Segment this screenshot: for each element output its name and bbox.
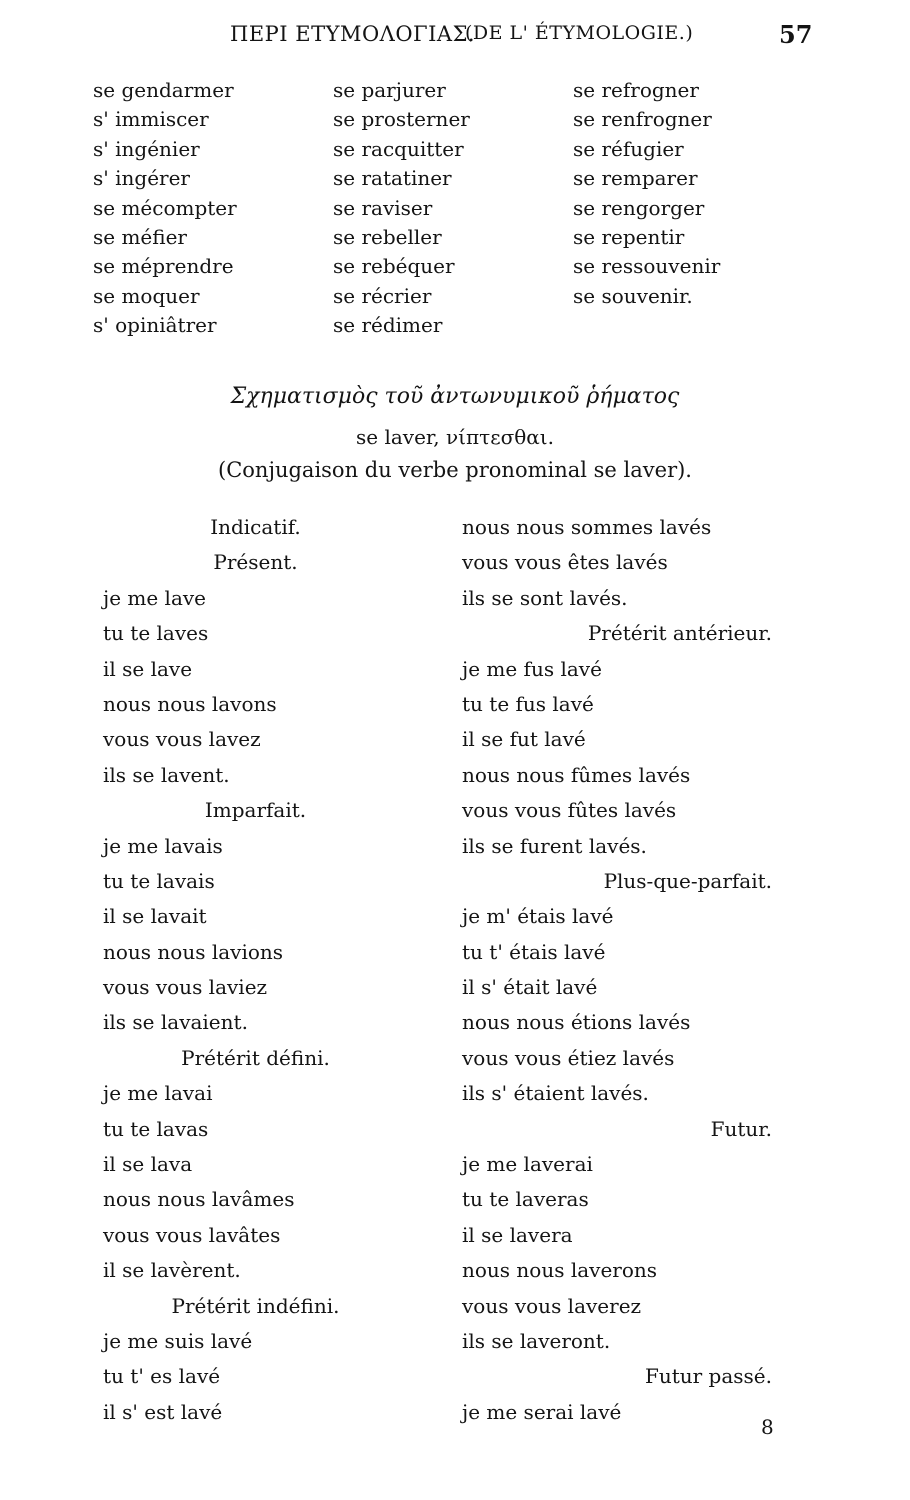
conjugation-line: il se lavèrent. <box>103 1258 241 1283</box>
conjugation-line: tu te lavais <box>103 868 215 893</box>
verb-entry: se souvenir. <box>573 283 693 308</box>
verb-entry: se renfrogner <box>573 107 712 132</box>
verb-entry: se rebéquer <box>333 254 455 279</box>
conjugation-line: nous nous lavions <box>103 939 284 964</box>
tense-heading: Présent. <box>213 550 298 575</box>
verb-entry: s' ingérer <box>93 166 190 191</box>
header-title: ΠΕΡΙ ΕΤΥΜΟΛΟΓΙΑΣ. <box>230 22 476 46</box>
running-header <box>0 22 910 56</box>
verb-entry: se récrier <box>333 283 432 308</box>
tense-heading: Prétérit antérieur. <box>587 621 772 646</box>
verb-entry: s' ingénier <box>93 136 200 161</box>
conjugation-line: vous vous fûtes lavés <box>462 798 677 823</box>
verb-entry: se rebeller <box>333 224 442 249</box>
tense-heading: Prétérit indéfini. <box>171 1293 340 1318</box>
conjugation-line: ils s' étaient lavés. <box>462 1081 649 1106</box>
conjugation-line: ils se laveront. <box>462 1328 611 1353</box>
verb-entry: se méfier <box>93 224 187 249</box>
verb-list-column-1 <box>93 76 237 341</box>
conjugation-line: ils se furent lavés. <box>462 833 647 858</box>
conjugation-line: vous vous étiez lavés <box>462 1045 675 1070</box>
conjugation-line: il s' était lavé <box>462 975 598 1000</box>
verb-entry: se prosterner <box>333 107 470 132</box>
conjugation-line: il se lavait <box>103 904 207 929</box>
tense-heading: Prétérit défini. <box>181 1045 330 1070</box>
conjugation-line: vous vous lavâtes <box>103 1222 281 1247</box>
conjugation-line: nous nous fûmes lavés <box>462 762 691 787</box>
conjugation-line: nous nous lavâmes <box>103 1187 295 1212</box>
conjugation-line: il se lavera <box>462 1222 573 1247</box>
conjugation-line: tu t' es lavé <box>103 1364 221 1389</box>
conjugation-line: nous nous laverons <box>462 1258 658 1283</box>
conjugation-line: vous vous êtes lavés <box>462 550 668 575</box>
conjugation-line: tu te laveras <box>462 1187 589 1212</box>
tense-heading: Imparfait. <box>204 798 307 823</box>
conjugation-line: ils se lavent. <box>103 762 230 787</box>
verb-entry: se réfugier <box>573 136 684 161</box>
conjugation-line: je me suis lavé <box>103 1328 253 1353</box>
conjugation-line: il s' est lavé <box>103 1399 223 1424</box>
conjugation-line: tu te lavas <box>103 1116 209 1141</box>
conjugation-line: je me laverai <box>462 1152 593 1177</box>
verb-entry: se racquitter <box>333 136 464 161</box>
tense-heading: Plus-que-parfait. <box>603 868 772 893</box>
verb-entry: se ratatiner <box>333 166 452 191</box>
conjugation-line: il se fut lavé <box>462 727 586 752</box>
conjugation-line: je me fus lavé <box>462 656 602 681</box>
verb-list-column-2 <box>333 76 470 341</box>
conjugation-line: vous vous laviez <box>103 975 268 1000</box>
conjugation-line: vous vous laverez <box>462 1293 642 1318</box>
verb-entry: s' immiscer <box>93 107 209 132</box>
verb-entry: se repentir <box>573 224 685 249</box>
conjugation-line: nous nous sommes lavés <box>462 515 712 539</box>
conjugation-line: tu t' étais lavé <box>462 939 606 964</box>
greek-section-title: Σχηματισμὸς τοῦ ἀντωνυμικοῦ ῥήματος <box>230 384 680 409</box>
verb-list-column-3 <box>573 76 720 311</box>
header-subtitle: (DE L' ÉTYMOLOGIE.) <box>465 22 694 44</box>
conjugation-column-left <box>103 510 408 1430</box>
verb-entry: se rédimer <box>333 313 443 338</box>
verb-entry: se refrogner <box>573 78 699 102</box>
verb-entry: s' opiniâtrer <box>93 313 217 338</box>
verb-entry: se parjurer <box>333 78 446 102</box>
tense-heading: Futur passé. <box>644 1364 772 1389</box>
conjugation-line: vous vous lavez <box>103 727 261 752</box>
verb-entry: se moquer <box>93 283 200 308</box>
conjugation-line: tu te laves <box>103 621 209 646</box>
conjugation-line: je me lave <box>103 585 207 610</box>
conjugation-line: je me serai lavé <box>462 1399 622 1424</box>
tense-heading: Futur. <box>710 1116 772 1141</box>
verb-entry: se méprendre <box>93 254 234 279</box>
tense-heading: Indicatif. <box>210 515 301 539</box>
greek-section-subtitle: se laver, νίπτεσθαι. <box>356 425 554 449</box>
conjugation-line: ils se sont lavés. <box>462 585 628 610</box>
conjugation-line: ils se lavaient. <box>103 1010 248 1035</box>
conjugation-line: tu te fus lavé <box>462 691 594 716</box>
conjugation-line: je me lavais <box>103 833 223 858</box>
signature-mark: 8 <box>761 1415 774 1439</box>
french-section-title: (Conjugaison du verbe pronominal se laver). <box>218 458 692 482</box>
conjugation-column-right <box>462 510 772 1430</box>
conjugation-line: il se lava <box>103 1152 193 1177</box>
verb-entry: se rengorger <box>573 195 705 220</box>
conjugation-line: nous nous lavons <box>103 691 277 716</box>
conjugation-line: je me lavai <box>103 1081 213 1106</box>
conjugation-line: il se lave <box>103 656 193 681</box>
verb-entry: se mécompter <box>93 195 237 220</box>
conjugation-line: nous nous étions lavés <box>462 1010 691 1035</box>
page-number: 57 <box>779 20 813 49</box>
verb-entry: se raviser <box>333 195 433 220</box>
verb-entry: se gendarmer <box>93 78 234 102</box>
verb-entry: se ressouvenir <box>573 254 721 279</box>
conjugation-line: je m' étais lavé <box>462 904 614 929</box>
verb-entry: se remparer <box>573 166 698 191</box>
